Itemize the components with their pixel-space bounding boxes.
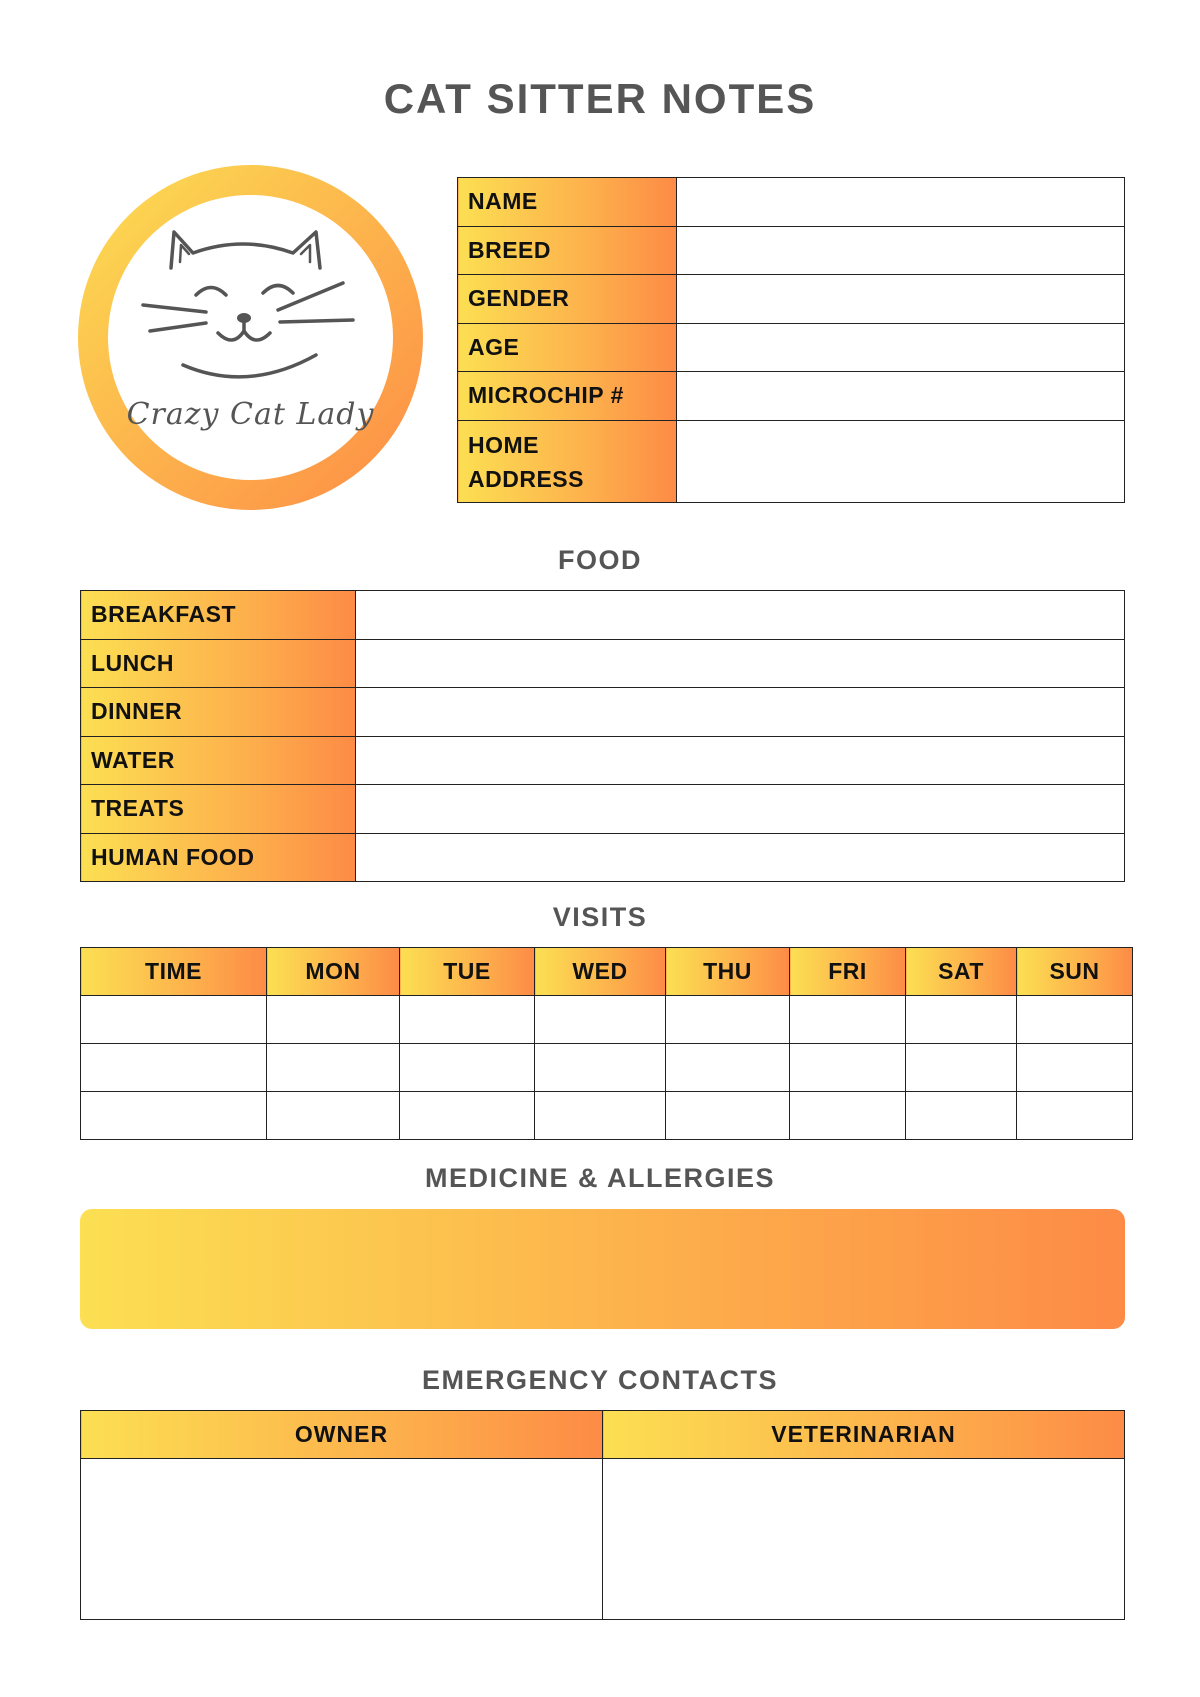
medicine-section-title: MEDICINE & ALLERGIES [424,1163,776,1193]
visits-header-mon: MON [267,948,400,996]
home-address-label-line2: ADDRESS [468,466,584,492]
age-field[interactable] [677,323,1125,372]
visit-cell[interactable] [400,996,535,1044]
contacts-row [81,1459,1125,1620]
food-label-human-food: HUMAN FOOD [81,833,356,882]
info-row [458,420,1125,502]
visits-header-time: TIME [81,948,267,996]
visits-row [81,1092,1133,1140]
visit-cell[interactable] [666,1092,790,1140]
food-row [81,688,1125,737]
visits-header-fri: FRI [790,948,906,996]
microchip-field[interactable] [677,372,1125,421]
visit-cell[interactable] [906,1044,1017,1092]
info-label-microchip: MICROCHIP # [458,372,677,421]
visits-header-thu: THU [666,948,790,996]
medicine-allergies-box[interactable] [80,1209,1125,1329]
info-row [458,372,1125,421]
info-label-age: AGE [458,323,677,372]
visit-cell[interactable] [535,996,666,1044]
gender-field[interactable] [677,275,1125,324]
logo-text: Crazy Cat Lady [126,397,375,432]
home-address-field[interactable] [677,420,1125,502]
info-label-gender: GENDER [458,275,677,324]
visit-cell[interactable] [267,1092,400,1140]
info-label-breed: BREED [458,226,677,275]
food-section-title: FOOD [558,545,642,575]
food-label-water: WATER [81,736,356,785]
visits-header-wed: WED [535,948,666,996]
food-label-lunch: LUNCH [81,639,356,688]
contacts-header-veterinarian: VETERINARIAN [603,1411,1125,1459]
visit-cell[interactable] [81,1092,267,1140]
visit-cell[interactable] [81,1044,267,1092]
breakfast-field[interactable] [356,591,1125,640]
info-row [458,178,1125,227]
water-field[interactable] [356,736,1125,785]
visit-cell[interactable] [666,1044,790,1092]
visit-cell[interactable] [267,1044,400,1092]
visit-cell[interactable] [906,1092,1017,1140]
visit-cell[interactable] [400,1092,535,1140]
visits-table [80,947,1133,1140]
visit-cell[interactable] [1017,1092,1133,1140]
page-title: CAT SITTER NOTES [383,75,817,122]
visit-cell[interactable] [790,1044,906,1092]
food-row [81,736,1125,785]
visit-cell[interactable] [666,996,790,1044]
home-address-label-line1: HOME [468,432,539,458]
emergency-contacts-section-title: EMERGENCY CONTACTS [421,1365,779,1395]
visits-row [81,1044,1133,1092]
name-field[interactable] [677,178,1125,227]
contacts-header-row [81,1411,1125,1459]
visit-cell[interactable] [400,1044,535,1092]
visits-header-row [81,948,1133,996]
food-row [81,591,1125,640]
cat-face-icon [78,165,423,510]
visit-cell[interactable] [1017,996,1133,1044]
dinner-field[interactable] [356,688,1125,737]
food-label-dinner: DINNER [81,688,356,737]
visit-cell[interactable] [81,996,267,1044]
visits-header-sun: SUN [1017,948,1133,996]
food-label-breakfast: BREAKFAST [81,591,356,640]
visit-cell[interactable] [535,1092,666,1140]
food-row [81,833,1125,882]
human-food-field[interactable] [356,833,1125,882]
treats-field[interactable] [356,785,1125,834]
breed-field[interactable] [677,226,1125,275]
food-table [80,590,1125,882]
food-row [81,785,1125,834]
visit-cell[interactable] [790,1092,906,1140]
lunch-field[interactable] [356,639,1125,688]
visit-cell[interactable] [1017,1044,1133,1092]
visits-section-title: VISITS [552,902,648,932]
visits-header-sat: SAT [906,948,1017,996]
visits-row [81,996,1133,1044]
visit-cell[interactable] [790,996,906,1044]
food-label-treats: TREATS [81,785,356,834]
contacts-header-owner: OWNER [81,1411,603,1459]
emergency-contacts-table [80,1410,1125,1620]
visits-header-tue: TUE [400,948,535,996]
cat-info-table [457,177,1125,503]
info-row [458,323,1125,372]
visit-cell[interactable] [267,996,400,1044]
owner-contact-field[interactable] [81,1459,603,1620]
info-row [458,275,1125,324]
info-row [458,226,1125,275]
veterinarian-contact-field[interactable] [603,1459,1125,1620]
crazy-cat-lady-logo [78,165,423,510]
info-label-name: NAME [458,178,677,227]
food-row [81,639,1125,688]
info-label-home-address [458,420,677,502]
visit-cell[interactable] [906,996,1017,1044]
visit-cell[interactable] [535,1044,666,1092]
